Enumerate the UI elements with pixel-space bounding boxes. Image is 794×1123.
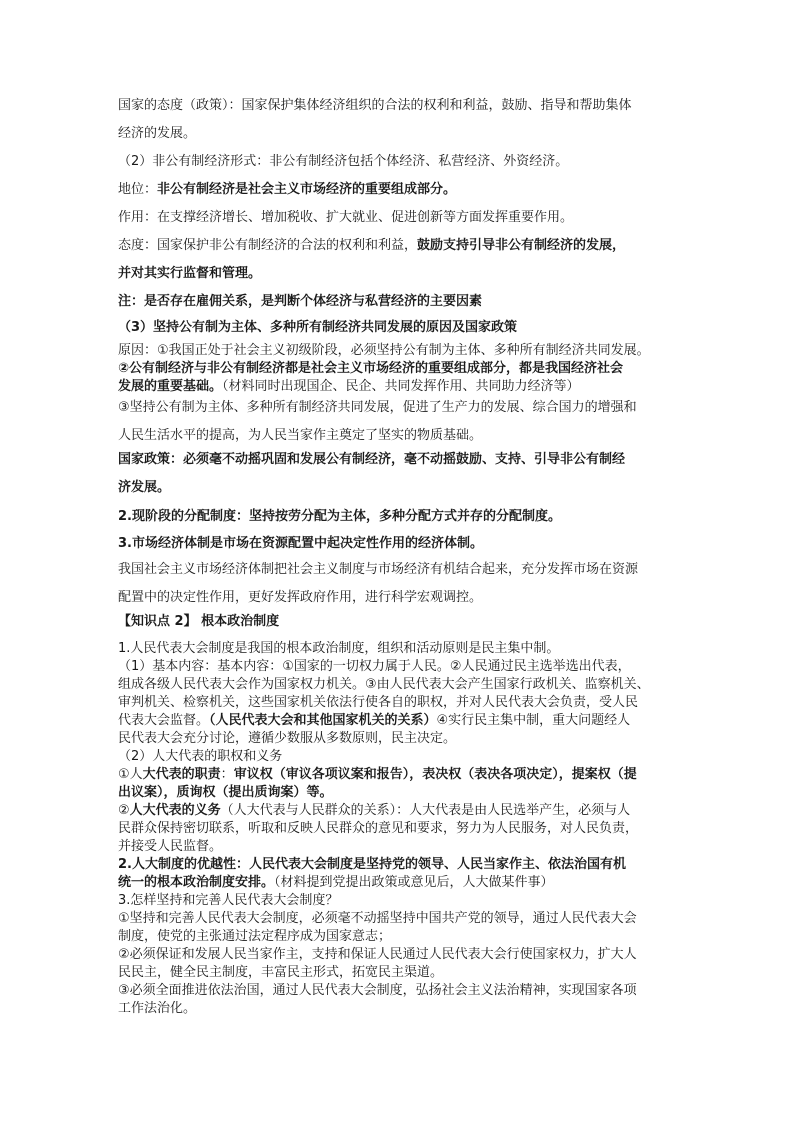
paragraph-nonpublic-role [118,204,678,232]
text-line: 民代表大会充分讨论，遵循少数服从多数原则，民主决定。 [118,731,457,746]
text-line: 态度：国家保护非公有制经济的合法的权利和利益， [118,238,418,253]
text-line: ①人 [118,767,143,782]
bold-text: 3.市场经济体制是市场在资源配置中起决定性作用的经济体制。 [118,536,483,551]
bold-text: 2.现阶段的分配制度：坚持按劳分配为主体，多种分配方式并存的分配制度。 [118,509,561,524]
text-line: 国家的态度（政策）：国家保护集体经济组织的合法的权利和利益，鼓励、指导和帮助集体 [118,98,632,113]
text-line: 组成各级人民代表大会作为国家权力机关。③由人民代表大会产生国家行政机关、监察机关、 [118,677,650,692]
paragraph-distribution-system [118,503,678,531]
paragraph-market-economy [118,530,678,558]
paragraph-nonpublic-status [118,176,678,204]
text-line: ③必须全面推进依法治国，通过人民代表大会制度，弘扬社会主义法治精神，实现国家各项 [118,983,637,998]
text-line: 配置中的决定性作用，更好发挥政府作用，进行科学宏观调控。 [118,590,483,605]
text-line: 审判机关、检察机关，这些国家机关依法行使各自的职权，并对人民代表大会负责，受人民 [118,695,639,710]
heading-text: （3）坚持公有制为主体、多种所有制经济共同发展的原因及国家政策 [118,320,518,335]
knowledge-point-2-heading [118,608,678,636]
text-line: 原因：①我国正处于社会主义初级阶段，必须坚持公有制为主体、多种所有制经济共同发展。 [118,343,650,358]
paragraph-reason-3 [118,394,678,450]
bold-text: ②公有制经济与非公有制经济都是社会主义市场经济的重要组成部分，都是我国经济社会 [118,361,624,376]
paragraph-reasons [118,342,678,396]
text-line: ② [118,803,130,818]
heading-text: 【知识点 2】 根本政治制度 [118,614,280,629]
paragraph-nonpublic-attitude [118,232,678,288]
bold-text: 审议权（审议各项议案和报告），表决权（表决各项决定），提案权（提 [233,767,637,782]
text-line: 工作法治化。 [118,1001,197,1016]
text-line: （材料同时出现国企、民企、共同发挥作用、共同助力经济等） [222,379,580,394]
bold-text: 统一的根本政治制度安排。 [118,875,275,890]
paragraph-market-system [118,556,678,612]
text-line: 我国社会主义市场经济体制把社会主义制度与市场经济有机结合起来，充分发挥市场在资源 [118,562,639,577]
bold-text: 2. [118,857,132,872]
bold-text: 济发展。 [118,480,171,495]
label-text: 地位： [118,182,158,197]
text-line: （2）人大代表的职权和义务 [118,749,283,764]
bold-text: 非公有制经济是社会主义市场经济的重要组成部分。 [157,182,457,197]
text-line: 制度，使党的主张通过法定程序成为国家意志； [118,929,392,944]
heading-reasons-policy [118,314,678,342]
paragraph-nonpublic-forms [118,148,678,176]
bold-text: 人大制度的优越性： [131,857,249,872]
text-line: 人民生活水平的提高，为人民当家作主奠定了坚实的物质基础。 [118,428,483,443]
bold-text: 并对其实行监督和管理。 [118,266,262,281]
bold-text: 注：是否存在雇佣关系，是判断个体经济与私营经济的主要因素 [118,294,483,309]
text-line: ①坚持和完善人民代表大会制度，必须毫不动摇坚持中国共产党的领导，通过人民代表大会 [118,911,637,926]
text-line: （2）非公有制经济形式：非公有制经济包括个体经济、私营经济、外资经济。 [118,154,569,169]
bold-text: 国家政策：必须毫不动摇巩固和发展公有制经济，毫不动摇鼓励、支持、引导非公有制经 [118,452,626,467]
bold-text: 出议案），质询权（提出质询案）等。 [118,785,333,800]
text-line: ③坚持公有制为主体、多种所有制经济共同发展，促进了生产力的发展、综合国力的增强和 [118,400,637,415]
text-line: （1）基本内容：基本内容：①国家的一切权力属于人民。②人民通过民主选举选出代表， [118,659,631,674]
text-line: 民群众保持密切联系，听取和反映人民群众的意见和要求，努力为人民服务，对人民负责， [118,821,639,836]
text-line: 作用：在支撑经济增长、增加税收、扩大就业、促进创新等方面发挥重要作用。 [118,210,574,225]
bold-text: （人民代表大会和其他国家机关的关系） [209,713,437,728]
paragraph-npc-system [118,640,678,1018]
bold-text: 人大代表的义务 [129,803,221,818]
paragraph-collective-attitude [118,92,678,148]
text-line: 3.怎样坚持和完善人民代表大会制度？ [118,893,339,908]
text-line: 1.人民代表大会制度是我国的根本政治制度，组织和活动原则是民主集中制。 [118,641,560,656]
bold-text: 人民代表大会制度是坚持党的领导、人民当家作主、依法治国有机 [249,857,627,872]
text-line: 代表大会监督。 [118,713,210,728]
bold-text: 鼓励支持引导非公有制经济的发展， [417,238,626,253]
text-line: 民民主，健全民主制度，丰富民主形式，拓宽民主渠道。 [118,965,444,980]
text-line: （人大代表与人民群众的关系）：人大代表是由人民选举产生，必须与人 [220,803,631,818]
bold-text: 发展的重要基础。 [118,379,223,394]
paragraph-national-policy [118,446,678,502]
note-employment [118,288,678,316]
bold-text: 大代表的职责 [142,767,221,782]
text-line: （材料提到党提出政策或意见后，人大做某件事） [274,875,554,890]
text-line: ④实行民主集中制，重大问题经人 [436,713,631,728]
text-line: ： [220,767,234,782]
text-line: 并接受人民监督。 [118,839,223,854]
text-line: ②必须保证和发展人民当家作主，支持和保证人民通过人民代表大会行使国家权力，扩大人 [118,947,637,962]
text-line: 经济的发展。 [118,126,197,141]
